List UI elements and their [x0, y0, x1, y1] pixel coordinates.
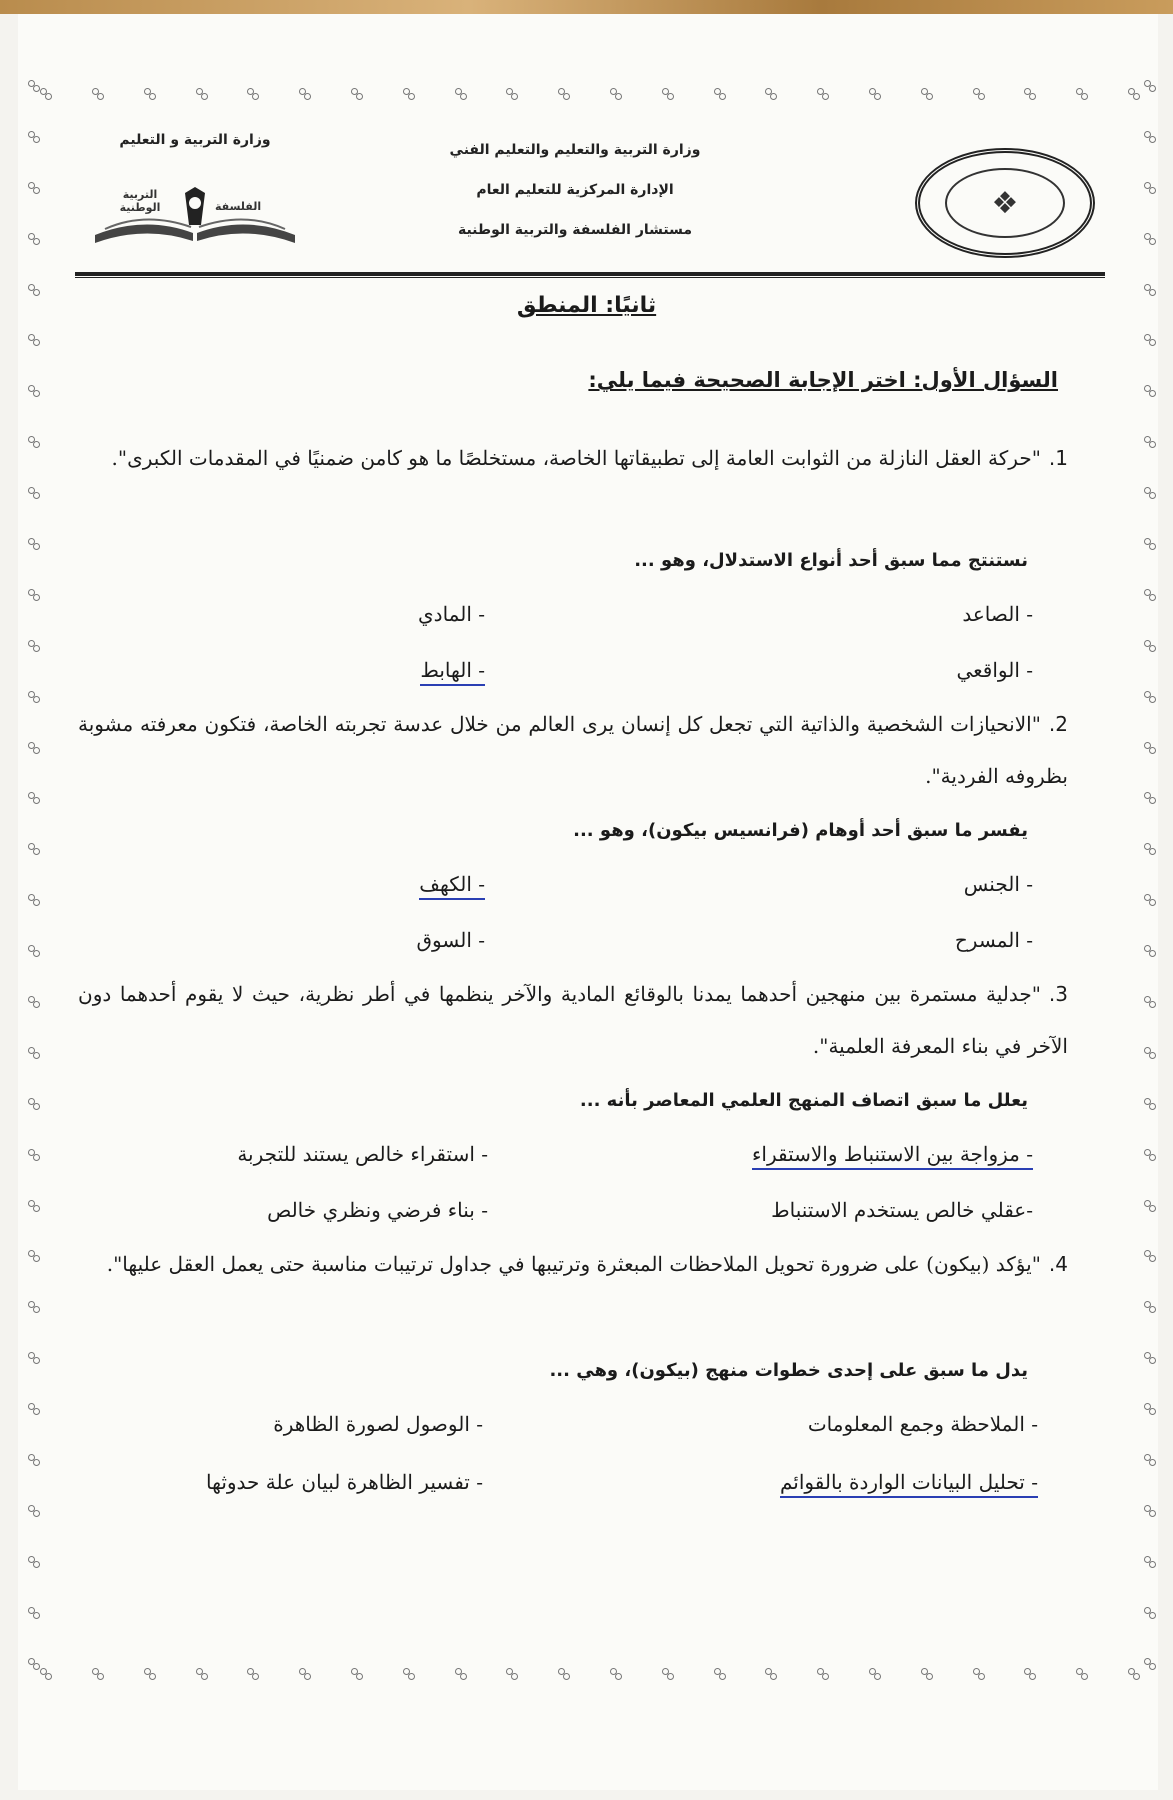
border-dot-icon: [28, 640, 40, 652]
border-dot-icon: [1144, 1658, 1156, 1670]
eagle-emblem-icon: ❖: [945, 168, 1065, 238]
border-dot-icon: [28, 894, 40, 906]
question-heading: السؤال الأول: اختر الإجابة الصحيحة فيما يلي:: [588, 368, 1058, 392]
question-1-prompt: نستنتج مما سبق أحد أنواع الاستدلال، وهو ...: [634, 550, 1028, 571]
border-dot-icon: [28, 1505, 40, 1517]
q1-option-a: - الصاعد: [962, 602, 1033, 626]
border-dot-icon: [869, 1668, 881, 1680]
border-dot-icon: [28, 1047, 40, 1059]
question-3: [78, 968, 1068, 1072]
border-dot-icon: [28, 1098, 40, 1110]
border-dot-icon: [28, 334, 40, 346]
border-dot-icon: [1144, 131, 1156, 143]
border-dot-icon: [1144, 1454, 1156, 1466]
question-text: "الانحيازات الشخصية والذاتية التي تجعل كل إنسان يرى العالم من خلال عدسة تجربته الخاصة، فتكون معرفته مشوبة بظروفه الفردية".: [78, 712, 1068, 788]
border-dot-icon: [1144, 1301, 1156, 1313]
border-dot-icon: [1144, 1250, 1156, 1262]
border-dot-icon: [28, 538, 40, 550]
border-dot-icon: [1144, 182, 1156, 194]
border-dot-icon: [1144, 1505, 1156, 1517]
question-2-prompt: يفسر ما سبق أحد أوهام (فرانسيس بيكون)، وهو ...: [573, 820, 1028, 841]
border-dot-icon: [28, 1149, 40, 1161]
border-dot-icon: [869, 88, 881, 100]
border-dot-icon: [92, 88, 104, 100]
border-dot-icon: [1144, 385, 1156, 397]
question-number: 4.: [1048, 1252, 1068, 1276]
border-dot-icon: [1076, 88, 1088, 100]
border-dot-icon: [1144, 1352, 1156, 1364]
border-dot-icon: [40, 1668, 52, 1680]
border-dot-icon: [1144, 742, 1156, 754]
border-dot-icon: [1144, 945, 1156, 957]
q2-option-a: - الجنس: [963, 872, 1033, 896]
scan-top-edge: [0, 0, 1173, 14]
border-dot-icon: [1144, 1149, 1156, 1161]
border-dot-icon: [351, 1668, 363, 1680]
border-dot-icon: [28, 1607, 40, 1619]
border-dot-icon: [299, 88, 311, 100]
border-dot-icon: [765, 1668, 777, 1680]
border-dot-icon: [765, 88, 777, 100]
question-text: "جدلية مستمرة بين منهجين أحدهما يمدنا بالوقائع المادية والآخر ينظمها في أطر نظرية، حيث لا يقوم أحدهما دون الآخر في بناء المعرفة العلمية".: [78, 982, 1068, 1058]
ministry-line-2: الإدارة المركزية للتعليم العام: [476, 182, 674, 198]
border-dot-icon: [1144, 792, 1156, 804]
border-dot-icon: [1144, 436, 1156, 448]
border-dot-icon: [1024, 88, 1036, 100]
border-dot-icon: [714, 88, 726, 100]
border-dot-icon: [28, 436, 40, 448]
border-dot-icon: [1144, 1556, 1156, 1568]
border-dot-icon: [28, 1454, 40, 1466]
border-dots-bottom: [40, 1668, 1140, 1682]
border-dot-icon: [28, 1352, 40, 1364]
border-dot-icon: [28, 742, 40, 754]
border-dot-icon: [714, 1668, 726, 1680]
logo-label-civics: التربية الوطنية: [119, 188, 161, 214]
border-dot-icon: [1128, 1668, 1140, 1680]
border-dot-icon: [144, 1668, 156, 1680]
border-dot-icon: [28, 589, 40, 601]
border-dot-icon: [921, 88, 933, 100]
border-dot-icon: [403, 1668, 415, 1680]
q4-option-b: - الوصول لصورة الظاهرة: [273, 1412, 483, 1436]
border-dot-icon: [28, 945, 40, 957]
border-dot-icon: [299, 1668, 311, 1680]
worksheet-page: [18, 14, 1158, 1790]
q1-option-b: - المادي: [418, 602, 485, 626]
border-dot-icon: [662, 88, 674, 100]
page-header: [75, 130, 1105, 280]
border-dot-icon: [28, 1250, 40, 1262]
q3-option-a-marked: - مزواجة بين الاستنباط والاستقراء: [752, 1142, 1033, 1170]
border-dot-icon: [1144, 1047, 1156, 1059]
q1-option-c: - الواقعي: [956, 658, 1033, 682]
border-dot-icon: [1144, 1607, 1156, 1619]
border-dot-icon: [662, 1668, 674, 1680]
border-dot-icon: [610, 88, 622, 100]
ministry-line-1: وزارة التربية والتعليم والتعليم الفني: [449, 142, 701, 158]
question-text: "يؤكد (بيكون) على ضرورة تحويل الملاحظات المبعثرة وترتيبها في جداول ترتيبات مناسبة حتى يعمل العقل عليها".: [106, 1252, 1041, 1276]
question-1: [78, 432, 1068, 484]
border-dot-icon: [28, 182, 40, 194]
border-dots-left: [26, 80, 40, 1670]
border-dot-icon: [1144, 691, 1156, 703]
border-dot-icon: [196, 88, 208, 100]
question-4-prompt: يدل ما سبق على إحدى خطوات منهج (بيكون)، وهي ...: [549, 1360, 1028, 1381]
border-dot-icon: [28, 131, 40, 143]
q4-option-a: - الملاحظة وجمع المعلومات: [807, 1412, 1038, 1436]
border-dot-icon: [28, 487, 40, 499]
q2-option-c: - المسرح: [954, 928, 1033, 952]
border-dot-icon: [1144, 996, 1156, 1008]
question-3-prompt: يعلل ما سبق اتصاف المنهج العلمي المعاصر بأنه ...: [579, 1090, 1028, 1111]
question-2: [78, 698, 1068, 802]
ministry-line-3: مستشار الفلسفة والتربية الوطنية: [457, 222, 693, 238]
border-dot-icon: [1144, 487, 1156, 499]
logo-title: وزارة التربية و التعليم: [119, 132, 271, 148]
border-dot-icon: [28, 1403, 40, 1415]
border-dot-icon: [1144, 1200, 1156, 1212]
border-dot-icon: [817, 1668, 829, 1680]
q4-option-d: - تفسير الظاهرة لبيان علة حدوثها: [206, 1470, 483, 1494]
border-dot-icon: [196, 1668, 208, 1680]
border-dot-icon: [351, 88, 363, 100]
q3-option-b: - استقراء خالص يستند للتجربة: [237, 1142, 488, 1166]
border-dot-icon: [28, 385, 40, 397]
q4-option-c-marked: - تحليل البيانات الواردة بالقوائم: [780, 1470, 1038, 1498]
border-dot-icon: [92, 1668, 104, 1680]
border-dots-top: [40, 88, 1140, 102]
question-text: "حركة العقل النازلة من الثوابت العامة إلى تطبيقاتها الخاصة، مستخلصًا ما هو كامن ضمنيًا في المقدمات الكبرى".: [111, 446, 1041, 470]
logo-label-philosophy: الفلسفة: [215, 200, 262, 213]
border-dot-icon: [1144, 1098, 1156, 1110]
border-dot-icon: [610, 1668, 622, 1680]
border-dot-icon: [506, 88, 518, 100]
border-dot-icon: [558, 88, 570, 100]
border-dot-icon: [1144, 538, 1156, 550]
border-dot-icon: [1144, 80, 1156, 92]
border-dot-icon: [28, 233, 40, 245]
border-dot-icon: [1144, 233, 1156, 245]
q3-option-c: -عقلي خالص يستخدم الاستنباط: [771, 1198, 1033, 1222]
border-dot-icon: [506, 1668, 518, 1680]
border-dot-icon: [921, 1668, 933, 1680]
border-dot-icon: [1144, 589, 1156, 601]
border-dot-icon: [1076, 1668, 1088, 1680]
header-divider: [75, 272, 1105, 278]
border-dot-icon: [403, 88, 415, 100]
question-number: 1.: [1048, 446, 1068, 470]
border-dot-icon: [28, 1301, 40, 1313]
border-dot-icon: [28, 691, 40, 703]
border-dot-icon: [28, 80, 40, 92]
border-dot-icon: [28, 1556, 40, 1568]
border-dot-icon: [247, 1668, 259, 1680]
ministry-header-text: [445, 130, 705, 250]
border-dot-icon: [558, 1668, 570, 1680]
border-dot-icon: [455, 1668, 467, 1680]
section-title: ثانيًا: المنطق: [516, 293, 657, 318]
border-dot-icon: [144, 88, 156, 100]
border-dot-icon: [973, 88, 985, 100]
q2-option-d: - السوق: [416, 928, 485, 952]
border-dot-icon: [28, 792, 40, 804]
border-dots-right: [1142, 80, 1156, 1670]
border-dot-icon: [817, 88, 829, 100]
q2-option-b-marked: - الكهف: [419, 872, 485, 900]
ministry-seal-icon: [915, 148, 1095, 258]
border-dot-icon: [40, 88, 52, 100]
q3-option-d: - بناء فرضي ونظري خالص: [267, 1198, 488, 1222]
border-dot-icon: [247, 88, 259, 100]
border-dot-icon: [455, 88, 467, 100]
border-dot-icon: [28, 1200, 40, 1212]
border-dot-icon: [1128, 88, 1140, 100]
border-dot-icon: [1144, 334, 1156, 346]
border-dot-icon: [1144, 843, 1156, 855]
philosophy-logo: [75, 130, 315, 260]
question-4: [78, 1238, 1068, 1290]
border-dot-icon: [1024, 1668, 1036, 1680]
border-dot-icon: [1144, 640, 1156, 652]
border-dot-icon: [28, 843, 40, 855]
border-dot-icon: [1144, 1403, 1156, 1415]
border-dot-icon: [1144, 894, 1156, 906]
question-number: 3.: [1048, 982, 1068, 1006]
border-dot-icon: [28, 996, 40, 1008]
border-dot-icon: [28, 1658, 40, 1670]
border-dot-icon: [973, 1668, 985, 1680]
question-number: 2.: [1048, 712, 1068, 736]
q1-option-d-marked: - الهابط: [420, 658, 485, 686]
